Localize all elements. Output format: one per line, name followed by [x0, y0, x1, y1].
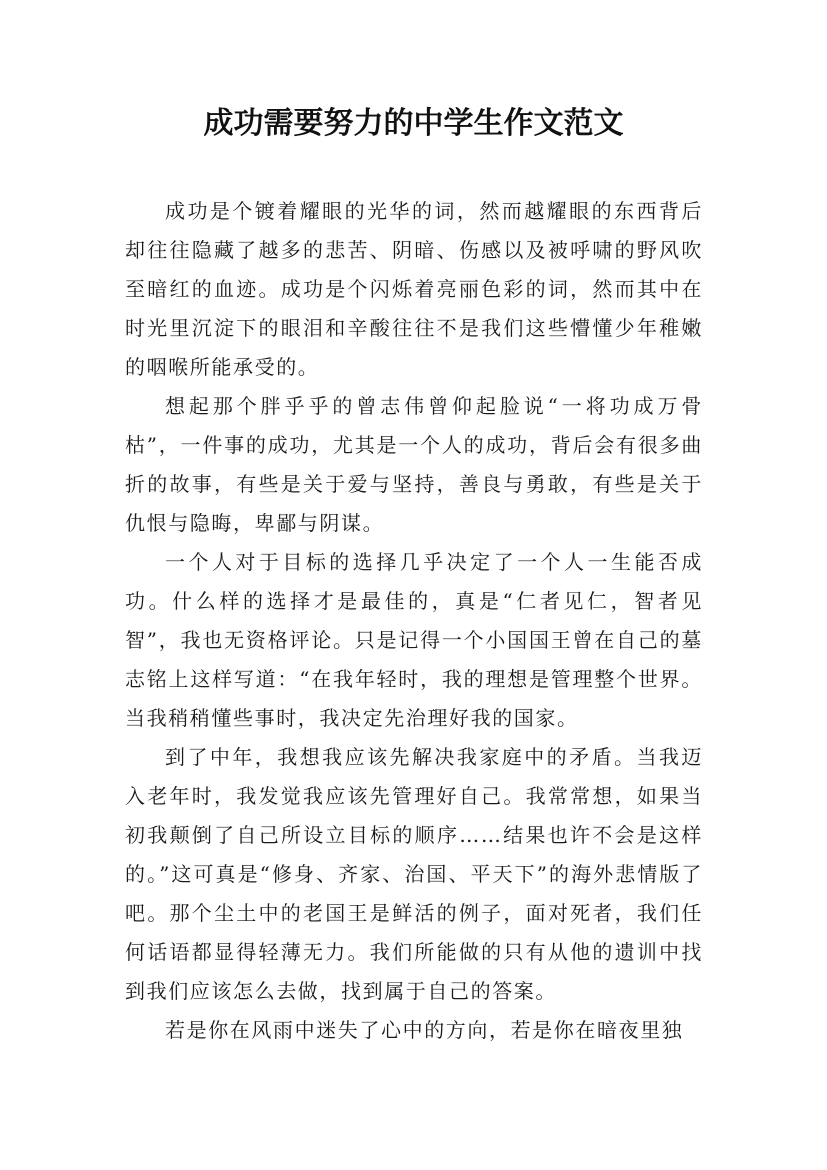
paragraph-2: 想起那个胖乎乎的曾志伟曾仰起脸说“一将功成万骨枯”，一件事的成功，尤其是一个人的成功，背后会有很多曲折的故事，有些是关于爱与坚持，善良与勇敢，有些是关于仇恨与隐晦，卑鄙与阴谋。: [125, 394, 703, 535]
paragraph-1: 成功是个镀着耀眼的光华的词，然而越耀眼的东西背后却往往隐藏了越多的悲苦、阴暗、伤感以及被呼啸的野风吹至暗红的血迹。成功是个闪烁着亮丽色彩的词，然而其中在时光里沉淀下的眼泪和辛酸往往不是我们这些懵懂少年稚嫩的咽喉所能承受的。: [125, 199, 703, 379]
document-body: [125, 192, 703, 1050]
paragraph-5: 若是你在风雨中迷失了心中的方向，若是你在暗夜里独: [165, 1018, 684, 1042]
paragraph-4: 到了中年，我想我应该先解决我家庭中的矛盾。当我迈入老年时，我发觉我应该先管理好自己。我常常想，如果当初我颠倒了自己所设立目标的顺序……结果也许不会是这样的。”这可真是“修身、齐家、治国、平天下”的海外悲情版了吧。那个尘土中的老国王是鲜活的例子，面对死者，我们任何话语都显得轻薄无力。我们所能做的只有从他的遗训中找到我们应该怎么去做，找到属于自己的答案。: [125, 745, 703, 1003]
document-title: 成功需要努力的中学生作文范文: [203, 106, 624, 141]
paragraph-3: 一个人对于目标的选择几乎决定了一个人一生能否成功。什么样的选择才是最佳的，真是“仁者见仁，智者见智”，我也无资格评论。只是记得一个小国国王曾在自己的墓志铭上这样写道：“在我年轻时，我的理想是管理整个世界。当我稍稍懂些事时，我决定先治理好我的国家。: [125, 550, 703, 730]
